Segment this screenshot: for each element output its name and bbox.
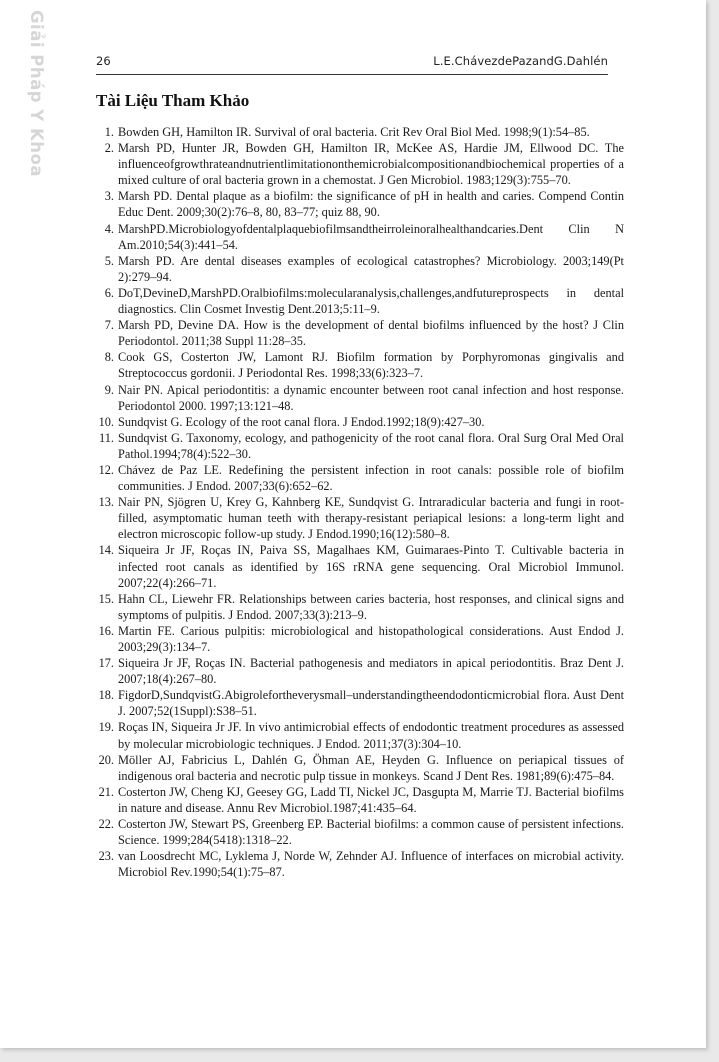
reference-number: 4.	[104, 221, 114, 236]
reference-number: 21.	[98, 784, 114, 799]
reference-text: Möller AJ, Fabricius L, Dahlén G, Öhman AE, Heyden G. Influence on periapical tissues of indigenous oral bacteria and necrotic pulp tissue in monkeys. Scand J Dent Res. 1981;89(6):475–84.	[118, 752, 624, 783]
reference-item	[96, 253, 624, 285]
reference-number: 19.	[98, 720, 114, 735]
reference-text: MarshPD.Microbiologyofdentalplaquebiofilmsandtheirroleinoralhealthandcaries.Dent Clin N Am.2010;54(3):441–54.	[118, 221, 624, 252]
reference-item	[96, 414, 624, 430]
reference-text: Marsh PD, Devine DA. How is the development of dental biofilms influenced by the host? J Clin Periodontol. 2011;38 Suppl 11:28–35.	[118, 318, 624, 349]
reference-text: Chávez de Paz LE. Redefining the persistent infection in root canals: possible role of biofilm communities. J Endod. 2007;33(6):652–62.	[118, 462, 624, 494]
reference-number: 16.	[98, 623, 114, 638]
reference-item	[96, 623, 624, 655]
reference-item	[96, 285, 624, 317]
reference-text: Nair PN, Sjögren U, Krey G, Kahnberg KE, Sundqvist G. Intraradicular bacteria and fungi in root-filled, asymptomatic human teeth with therapy-resistant periapical lesions: a long-term light and electron microscopic follow-up study. J Endod.1990;16(12):580–8.	[118, 495, 624, 542]
reference-number: 3.	[104, 189, 114, 204]
reference-item	[96, 124, 624, 140]
reference-item	[96, 591, 624, 623]
reference-text: van Loosdrecht MC, Lyklema J, Norde W, Zehnder AJ. Influence of interfaces on microbial activity. Microbiol Rev.1990;54(1):75–87.	[118, 849, 624, 880]
reference-item	[96, 816, 624, 848]
reference-text: FigdorD,SundqvistG.Abigrolefortheverysmall–understandingtheendodonticmicrobial flora. Aust Dent J. 2007;52(1Suppl):S38–51.	[118, 688, 624, 719]
reference-text: Sundqvist G. Taxonomy, ecology, and pathogenicity of the root canal flora. Oral Surg Oral Med Oral Pathol.1994;78(4):522–30.	[118, 430, 624, 461]
reference-item	[96, 752, 624, 784]
reference-number: 18.	[98, 688, 114, 703]
reference-text: Sundqvist G. Ecology of the root canal flora. J Endod.1992;18(9):427–30.	[118, 414, 485, 429]
reference-item	[96, 188, 624, 220]
reference-text: Costerton JW, Stewart PS, Greenberg EP. Bacterial biofilms: a common cause of persistent infections. Science. 1999;284(5418):1318–22.	[118, 817, 624, 848]
reference-number: 10.	[98, 414, 114, 429]
reference-number: 20.	[98, 752, 114, 767]
reference-item	[96, 317, 624, 349]
reference-text: Bowden GH, Hamilton IR. Survival of oral bacteria. Crit Rev Oral Biol Med. 1998;9(1):54–85.	[118, 125, 590, 139]
page-number: 26	[96, 54, 111, 68]
running-header	[96, 52, 608, 75]
reference-item	[96, 687, 624, 719]
reference-item	[96, 848, 624, 880]
reference-number: 1.	[104, 125, 114, 139]
running-header-authors: L.E.ChávezdePazandG.Dahlén	[433, 54, 608, 68]
reference-number: 11.	[99, 430, 114, 445]
reference-text: Martin FE. Carious pulpitis: microbiological and histopathological considerations. Aust Endod J. 2003;29(3):134–7.	[118, 623, 624, 654]
watermark: Giải Pháp Y Khoa	[27, 10, 46, 177]
reference-text: Marsh PD. Are dental diseases examples of ecological catastrophes? Microbiology. 2003;149(Pt 2):279–94.	[118, 253, 624, 284]
reference-item	[96, 140, 624, 188]
reference-item	[96, 221, 624, 253]
reference-text: Costerton JW, Cheng KJ, Geesey GG, Ladd TI, Nickel JC, Dasgupta M, Marrie TJ. Bacterial biofilms in nature and disease. Annu Rev Microbiol.1987;41:435–64.	[118, 784, 624, 815]
reference-number: 12.	[98, 462, 114, 477]
reference-number: 13.	[98, 495, 114, 510]
reference-number: 9.	[104, 382, 114, 397]
reference-item	[96, 494, 624, 542]
reference-text: Roças IN, Siqueira Jr JF. In vivo antimicrobial effects of endodontic treatment procedures as assessed by molecular microbiologic techniques. J Endod. 2011;37(3):304–10.	[118, 720, 624, 751]
reference-item	[96, 719, 624, 751]
reference-number: 17.	[98, 656, 114, 671]
reference-number: 2.	[104, 141, 114, 156]
reference-number: 14.	[98, 543, 114, 558]
reference-text: Siqueira Jr JF, Roças IN, Paiva SS, Magalhaes KM, Guimaraes-Pinto T. Cultivable bacteria in infected root canals as identified by 16S rRNA gene sequencing. Oral Microbiol Immunol. 2007;22(4):266–71.	[118, 543, 624, 590]
reference-number: 15.	[98, 591, 114, 606]
reference-item	[96, 784, 624, 816]
reference-text: Nair PN. Apical periodontitis: a dynamic encounter between root canal infection and host response. Periodontol 2000. 1997;13:121–48.	[118, 382, 624, 413]
reference-item	[96, 382, 624, 414]
reference-text: Hahn CL, Liewehr FR. Relationships between caries bacteria, host responses, and clinical signs and symptoms of pulpitis. J Endod. 2007;33(3):213–9.	[118, 591, 624, 622]
reference-item	[96, 655, 624, 687]
reference-item	[96, 349, 624, 381]
reference-text: Marsh PD. Dental plaque as a biofilm: the significance of pH in health and caries. Compend Contin Educ Dent. 2009;30(2):76–8, 80, 83–77; quiz 88, 90.	[118, 189, 624, 220]
reference-list	[96, 124, 624, 880]
reference-number: 7.	[104, 318, 114, 333]
section-title: Tài Liệu Tham Khảo	[96, 91, 250, 110]
reference-number: 5.	[104, 253, 114, 268]
reference-text: Marsh PD, Hunter JR, Bowden GH, Hamilton IR, McKee AS, Hardie JM, Ellwood DC. The influenceofgrowthrateandnutrientlimitationonthemicrobialcompositionandbiochemical properties of a mixed culture of oral bacteria grown in a chemostat. J Gen Microbiol. 1983;129(3):755–70.	[118, 141, 624, 188]
reference-text: DoT,DevineD,MarshPD.Oralbiofilms:molecularanalysis,challenges,andfutureprospects in dental diagnostics. Clin Cosmet Investig Dent.2013;5:11–9.	[118, 285, 624, 317]
reference-item	[96, 430, 624, 462]
reference-item	[96, 462, 624, 494]
reference-number: 8.	[104, 350, 114, 365]
reference-text: Cook GS, Costerton JW, Lamont RJ. Biofilm formation by Porphyromonas gingivalis and Streptococcus gordonii. J Periodontal Res. 1998;33(6):323–7.	[118, 350, 624, 381]
reference-item	[96, 542, 624, 590]
reference-text: Siqueira Jr JF, Roças IN. Bacterial pathogenesis and mediators in apical periodontitis. Braz Dent J. 2007;18(4):267–80.	[118, 656, 624, 687]
reference-number: 6.	[104, 285, 114, 300]
reference-number: 22.	[98, 817, 114, 832]
reference-number: 23.	[98, 849, 114, 864]
